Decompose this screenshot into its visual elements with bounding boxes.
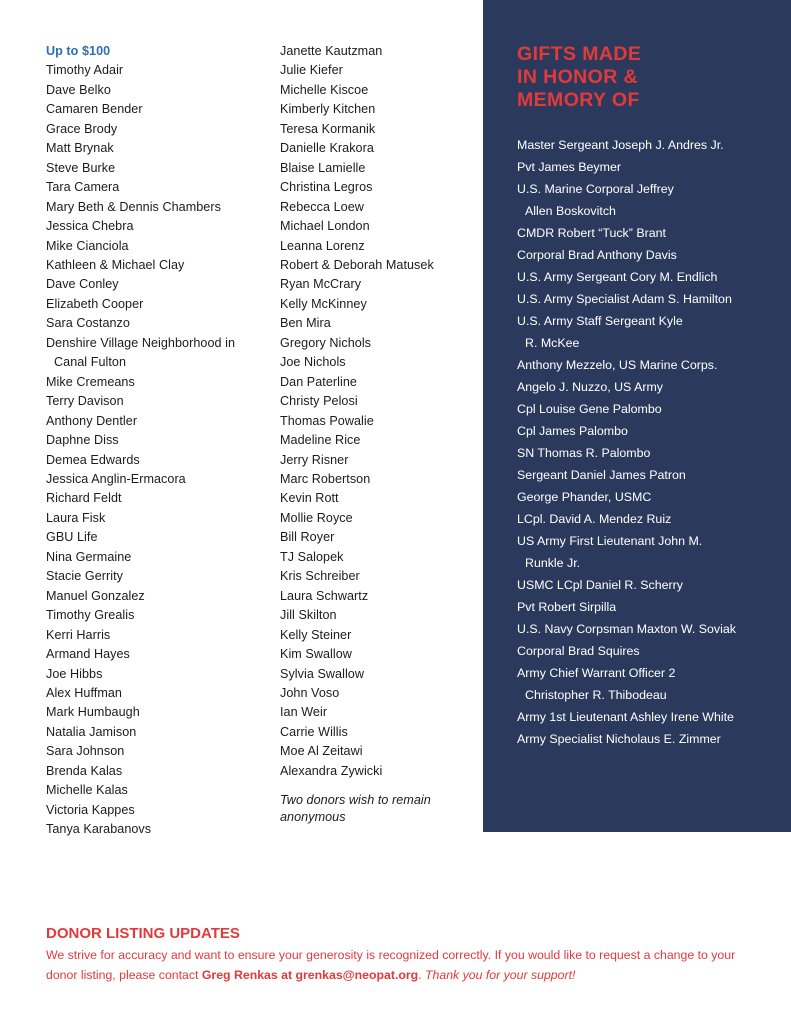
donor-name: Brenda Kalas	[46, 763, 123, 778]
donor-name: Leanna Lorenz	[280, 238, 365, 253]
donor-name: Mollie Royce	[280, 510, 353, 525]
donor-name: Jill Skilton	[280, 608, 337, 623]
donor-name: Ryan McCrary	[280, 277, 362, 292]
donor-name: Jessica Anglin-Ermacora	[46, 471, 186, 486]
updates-title: DONOR LISTING UPDATES	[46, 925, 240, 942]
updates-thanks: Thank you for your support!	[425, 967, 576, 982]
donor-name: Mary Beth & Dennis Chambers	[46, 199, 221, 214]
donor-name: Jerry Risner	[280, 452, 349, 467]
updates-punctuation: .	[418, 967, 426, 982]
donor-name: Natalia Jamison	[46, 724, 137, 739]
memorial-title-line: MEMORY OF	[517, 89, 640, 111]
donor-name: Kerri Harris	[46, 627, 111, 642]
donor-name: Dave Conley	[46, 277, 119, 292]
anonymous-donors-note: Two donors wish to remain anonymous	[280, 793, 431, 825]
memorial-entry: Army Specialist Nicholaus E. Zimmer	[517, 732, 721, 746]
memorial-entry-continuation: Allen Boskovitch	[525, 204, 616, 218]
memorial-entry-line: Army Chief Warrant Officer 2	[517, 666, 676, 680]
donor-name: Jessica Chebra	[46, 219, 134, 234]
donor-name: Stacie Gerrity	[46, 569, 123, 584]
memorial-entry: Corporal Brad Anthony Davis	[517, 248, 677, 262]
donor-name: Timothy Grealis	[46, 608, 135, 623]
memorial-entry-line: U.S. Army Staff Sergeant Kyle	[517, 314, 683, 328]
memorial-entry	[517, 662, 785, 706]
memorial-entry: Sergeant Daniel James Patron	[517, 468, 686, 482]
donor-name: Michelle Kiscoe	[280, 82, 369, 97]
donor-name	[46, 334, 261, 373]
donor-name: Teresa Kormanik	[280, 121, 376, 136]
donor-name: Grace Brody	[46, 121, 118, 136]
memorial-entry: U.S. Navy Corpsman Maxton W. Soviak	[517, 622, 736, 636]
donor-name: Tara Camera	[46, 180, 120, 195]
memorial-panel	[483, 0, 791, 832]
donor-name: John Voso	[280, 685, 340, 700]
donor-name: Carrie Willis	[280, 724, 348, 739]
donor-name: Christina Legros	[280, 180, 373, 195]
donor-name: Manuel Gonzalez	[46, 588, 145, 603]
donor-name: Mark Humbaugh	[46, 705, 140, 720]
memorial-entry	[517, 178, 785, 222]
memorial-entry-line: US Army First Lieutenant John M.	[517, 534, 703, 548]
donor-name: Danielle Krakora	[280, 141, 374, 156]
memorial-entry: George Phander, USMC	[517, 490, 652, 504]
donor-name: Alexandra Zywicki	[280, 763, 383, 778]
donor-name: Terry Davison	[46, 394, 124, 409]
donor-name: Ian Weir	[280, 705, 328, 720]
updates-body	[46, 946, 756, 985]
donor-name: Camaren Bender	[46, 102, 143, 117]
donor-name: Dave Belko	[46, 82, 111, 97]
memorial-entry-continuation: R. McKee	[525, 336, 580, 350]
memorial-entry: SN Thomas R. Palombo	[517, 446, 651, 460]
memorial-entry: Master Sergeant Joseph J. Andres Jr.	[517, 138, 724, 152]
memorial-entry: Cpl James Palombo	[517, 424, 628, 438]
memorial-entry: U.S. Army Specialist Adam S. Hamilton	[517, 292, 732, 306]
donor-name: Richard Feldt	[46, 491, 122, 506]
memorial-entry: Pvt Robert Sirpilla	[517, 600, 617, 614]
donor-name: Anthony Dentler	[46, 413, 138, 428]
donor-listing-updates	[46, 925, 756, 985]
memorial-title-line: GIFTS MADE	[517, 43, 642, 65]
donor-name: Alex Huffman	[46, 685, 122, 700]
donor-name: Victoria Kappes	[46, 802, 135, 817]
memorial-entry: Anthony Mezzelo, US Marine Corps.	[517, 358, 718, 372]
donor-name: Joe Hibbs	[46, 666, 103, 681]
donor-name: Bill Royer	[280, 530, 335, 545]
donor-tier-heading: Up to $100	[46, 44, 111, 58]
donor-name: Matt Brynak	[46, 141, 114, 156]
memorial-entry: Cpl Louise Gene Palombo	[517, 402, 662, 416]
donor-name: Michelle Kalas	[46, 783, 128, 798]
donor-name: Kelly McKinney	[280, 296, 367, 311]
memorial-title-line: IN HONOR &	[517, 66, 638, 88]
donor-name: Madeline Rice	[280, 433, 361, 448]
memorial-entry: Pvt James Beymer	[517, 160, 621, 174]
memorial-entry: CMDR Robert “Tuck” Brant	[517, 226, 666, 240]
donor-name: Ben Mira	[280, 316, 331, 331]
donor-name: Christy Pelosi	[280, 394, 358, 409]
donor-name: TJ Salopek	[280, 549, 344, 564]
donor-name: Kimberly Kitchen	[280, 102, 376, 117]
memorial-entry: U.S. Army Sergeant Cory M. Endlich	[517, 270, 718, 284]
donor-name: Kris Schreiber	[280, 569, 360, 584]
donor-name: Joe Nichols	[280, 355, 346, 370]
donor-name: Dan Paterline	[280, 374, 357, 389]
memorial-entry-continuation: Runkle Jr.	[525, 556, 581, 570]
donor-name: Elizabeth Cooper	[46, 296, 144, 311]
donor-name: Julie Kiefer	[280, 63, 343, 78]
donor-name: Rebecca Loew	[280, 199, 364, 214]
memorial-entry: USMC LCpl Daniel R. Scherry	[517, 578, 683, 592]
donor-name: Steve Burke	[46, 160, 116, 175]
donor-name: Thomas Powalie	[280, 413, 374, 428]
donor-name: Demea Edwards	[46, 452, 140, 467]
donor-name: Marc Robertson	[280, 471, 371, 486]
donor-name: GBU Life	[46, 530, 98, 545]
donor-column-1	[46, 42, 261, 840]
memorial-entry	[517, 310, 785, 354]
donor-name: Tanya Karabanovs	[46, 822, 152, 837]
donor-name-continuation: Canal Fulton	[54, 355, 127, 370]
donor-name: Sara Costanzo	[46, 316, 130, 331]
donor-name: Robert & Deborah Matusek	[280, 257, 434, 272]
donor-column-2	[280, 42, 475, 826]
donor-name: Kelly Steiner	[280, 627, 352, 642]
donor-name: Laura Fisk	[46, 510, 106, 525]
donor-name: Blaise Lamielle	[280, 160, 366, 175]
donor-name-line: Denshire Village Neighborhood in	[46, 335, 235, 350]
donor-name: Kim Swallow	[280, 647, 352, 662]
donor-name: Timothy Adair	[46, 63, 124, 78]
memorial-panel-title	[517, 43, 641, 112]
memorial-entry-line: U.S. Marine Corporal Jeffrey	[517, 182, 674, 196]
donor-name: Nina Germaine	[46, 549, 132, 564]
donor-name: Armand Hayes	[46, 647, 130, 662]
updates-intro: We strive for accuracy and want to ensure your generosity is recognized correctly. If you would like to request a change to your donor listing, please contact	[46, 948, 736, 982]
donor-name: Janette Kautzman	[280, 44, 383, 58]
donor-name: Michael London	[280, 219, 370, 234]
memorial-entry: Army 1st Lieutenant Ashley Irene White	[517, 710, 734, 724]
donor-name: Daphne Diss	[46, 433, 119, 448]
donor-name: Laura Schwartz	[280, 588, 369, 603]
memorial-entry	[517, 530, 785, 574]
donor-name: Mike Cremeans	[46, 374, 135, 389]
memorial-entry: Corporal Brad Squires	[517, 644, 640, 658]
updates-contact[interactable]: Greg Renkas at grenkas@neopat.org	[201, 967, 419, 982]
memorial-entry: Angelo J. Nuzzo, US Army	[517, 380, 663, 394]
donor-name: Gregory Nichols	[280, 335, 372, 350]
donor-name: Kevin Rott	[280, 491, 339, 506]
donor-name: Mike Cianciola	[46, 238, 129, 253]
memorial-entry-continuation: Christopher R. Thibodeau	[525, 688, 667, 702]
donor-name: Sylvia Swallow	[280, 666, 364, 681]
memorial-list	[517, 134, 785, 750]
donor-name: Kathleen & Michael Clay	[46, 257, 185, 272]
donor-name: Moe Al Zeitawi	[280, 744, 363, 759]
memorial-entry: LCpl. David A. Mendez Ruiz	[517, 512, 672, 526]
donor-name: Sara Johnson	[46, 744, 125, 759]
